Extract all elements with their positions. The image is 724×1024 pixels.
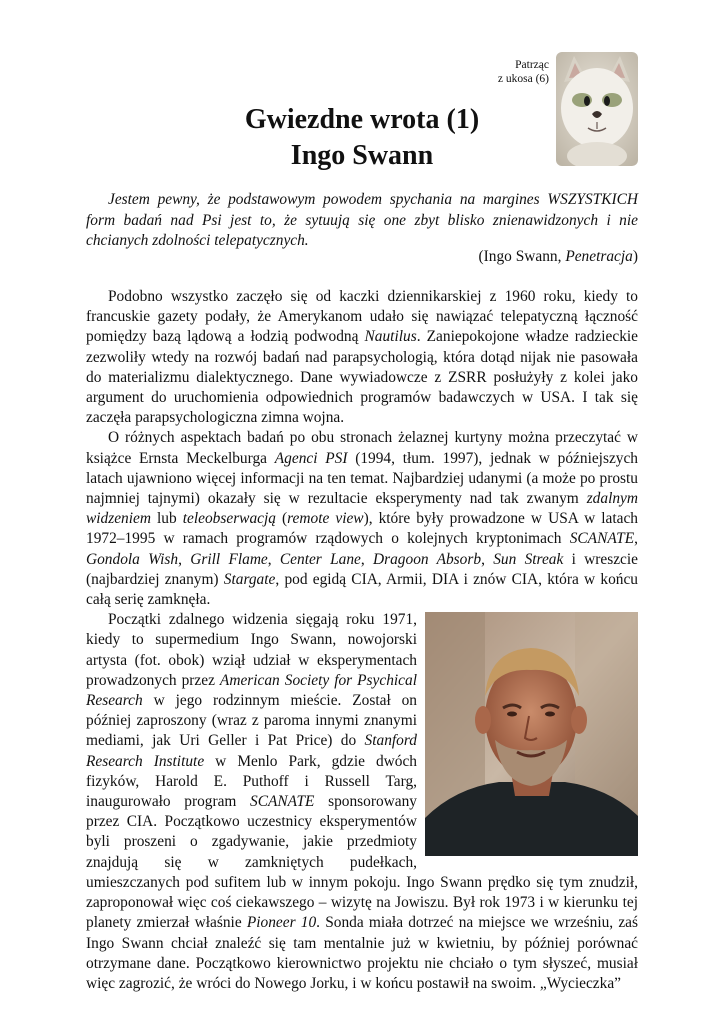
p2-sep-3: ,: [267, 550, 280, 568]
title-line2: Ingo Swann: [290, 140, 434, 171]
p3-italic-institute: Stanford Research Institute: [86, 732, 417, 770]
p3-text-g: sponsorowany przez CIA. Początkowo uczestnicy eksperymentów byli proszeni o zgadywanie, jakie przedmioty znajdują się w zamkniętych pudełkach, umieszczanych pod sufitem lub w innym pokoju. Ingo Swann prędko się tym znudził, zaproponował więc coś ciekawszego – wizytę na Jowiszu. Był rok 1973 i w kierunku tej planety zmierzał właśnie: [86, 793, 638, 932]
attribution-close: ): [632, 248, 638, 265]
p3-text-e: w Menlo Park, gdzie dwóch fizyków, Harold E. Puthoff i Russell Targ, inaugurowało program: [86, 752, 417, 811]
p1-text-a: Podobno wszystko zaczęło się od kaczki dziennikarskiej z 1960 roku, kiedy to francuskie gazety podały, że Amerykanom udało się nawiązać telepatyczną łączność pomiędzy bazą lądową a łodzią podwodną: [86, 288, 638, 346]
attribution-book-title: Penetracja: [565, 248, 633, 265]
p2-italic-term2: teleobserwacją: [182, 510, 276, 528]
article-title: [0, 102, 724, 174]
series-note-line2: z ukosa (6): [497, 73, 549, 85]
p3-italic-pioneer: Pioneer 10: [246, 914, 317, 932]
p2-italic-book: Agenci PSI: [274, 449, 348, 467]
attribution-comma: ,: [557, 248, 566, 265]
p2-italic-codename4: Center Lane: [279, 550, 361, 568]
p1-italic-nautilus: Nautilus: [364, 328, 417, 346]
p2-italic-codename3: Grill Flame: [190, 550, 268, 568]
p2-italic-codename6: Sun Streak: [493, 550, 564, 568]
p2-italic-codename5: Dragoon Absorb: [373, 550, 482, 568]
p2-text-u: i wreszcie (najbardziej znanym): [86, 550, 638, 588]
p3-text-i: . Sonda miała dotrzeć na miejsce we wrześniu, zaś Ingo Swann chciał znaleźć się tam mentalnie już w kwietniu, by później porównać otrzymane dane. Początkowo kierownictwo projektu nie chciało o tym słyszeć, musiał więc zagrozić, że wróci do Nowego Jorku, i w końcu postawił na swoim. „Wycieczka”: [86, 914, 638, 992]
epigraph-quote: Jestem pewny, że podstawowym powodem spychania na margines WSZYSTKICH form badań nad Psi jest to, że sytuują się one zbyt blisko znienawidzonych i nie chcianych zdolności telepatycznych.: [86, 191, 638, 249]
series-note-line1: Patrząc: [515, 59, 549, 71]
paragraph-2: [86, 428, 638, 610]
p3-italic-society: American Society for Psychical Research: [86, 671, 417, 710]
p2-text-i: ), które były prowadzone w USA w latach 1972–1995 w ramach programów rządowych o kolejnych kryptonimach: [86, 510, 638, 548]
p2-italic-codename2: Gondola Wish: [86, 550, 179, 568]
p2-italic-term3: remote view: [287, 510, 364, 528]
p3-text-a: Początki zdalnego widzenia sięgają roku 1971, kiedy to supermedium Ingo Swann, nowojorski artysta (fot. obok) wziął udział w eksperymentach prowadzonych przez: [86, 611, 417, 689]
p2-text-c: (1994, tłum. 1997), jednak w późniejszych latach ujawniono więcej informacji na ten temat. Najbardziej udanymi (a może po prostu najmniej tajnymi) okazały się w rezultacie eksperymenty nad tak zwanym: [86, 449, 638, 508]
p2-sep-2: ,: [178, 550, 191, 568]
p2-sep-5: ,: [481, 550, 494, 568]
p3-italic-scanate: SCANATE: [250, 793, 315, 811]
p3-text-c: w jego rodzinnym mieście. Został on później zaproszony (wraz z paroma innymi znanymi mediami, jak Uri Geller i Pat Price) do: [86, 692, 417, 750]
paragraph-1: [86, 287, 638, 428]
p1-text-c: . Zaniepokojone władze radzieckie zezwoliły wtedy na rozwój badań nad parapsychologią, która dotąd nijak nie pasowała do materializmu dialektycznego. Dane wywiadowcze z ZSRR posłużyły z kolei jako argument do uruchomienia odpowiednich programów badawczych w USA. I tak się zaczęła parapsychologiczna zimna wojna.: [86, 328, 638, 427]
p2-italic-codename7: Stargate: [223, 570, 276, 588]
p2-text-a: O różnych aspektach badań po obu stronach żelaznej kurtyny można przeczytać w książce Ernsta Meckelburga: [86, 429, 638, 467]
p2-italic-term1: zdalnym widzeniem: [86, 490, 638, 528]
ingo-swann-portrait-photo: [425, 612, 638, 856]
p2-italic-codename1: SCANATE: [569, 530, 635, 548]
p2-text-g: (: [275, 510, 288, 528]
epigraph-attribution: [479, 247, 638, 267]
p2-text-e: lub: [150, 510, 183, 528]
series-note: [498, 58, 549, 86]
attribution-author: (Ingo Swann: [478, 248, 558, 265]
p2-text-w: , pod egidą CIA, Armii, DIA i znów CIA, która w końcu całą serię zamknęła.: [86, 570, 638, 609]
p2-sep-4: ,: [360, 550, 373, 568]
article-body: [86, 287, 638, 994]
title-line1: Gwiezdne wrota (1): [244, 104, 480, 135]
p2-sep-1: ,: [634, 530, 638, 548]
